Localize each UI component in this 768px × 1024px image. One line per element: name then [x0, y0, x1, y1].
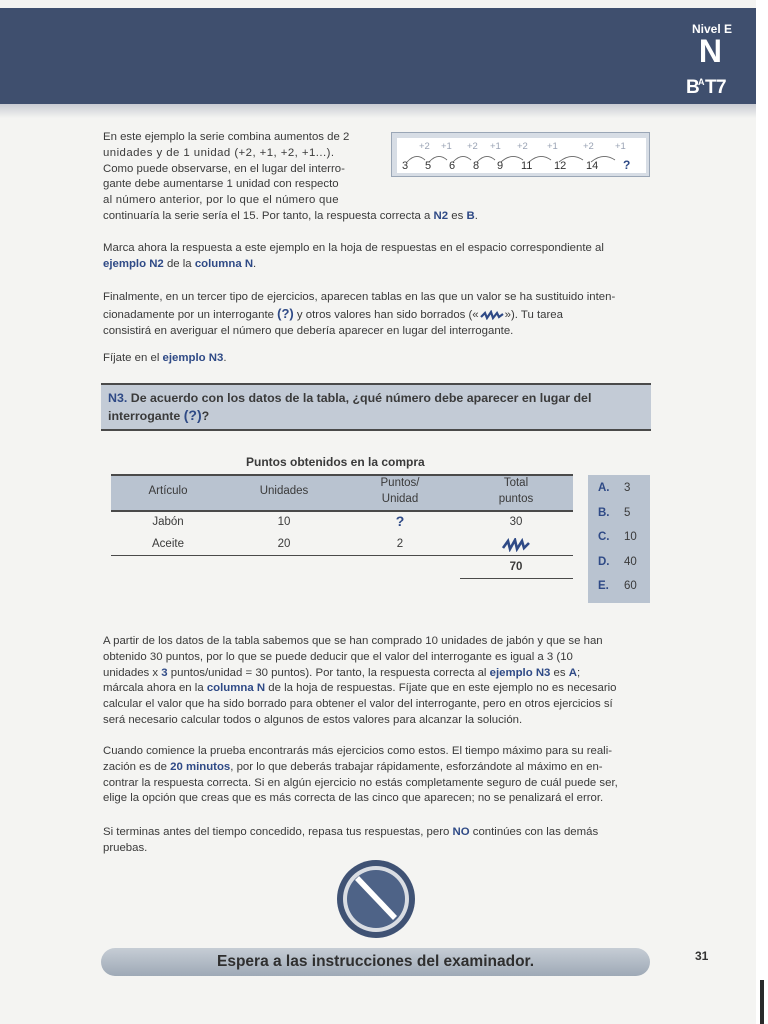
mark-instruction: Marca ahora la respuesta a este ejemplo en la hoja de respuestas en el espacio correspondiente al ejemplo N2 de la columna N. — [103, 242, 604, 270]
finish-paragraph: Si terminas antes del tiempo concedido, repasa tus respuestas, pero NO continúes con las demás pruebas. — [103, 826, 599, 854]
table-sum-rule — [460, 578, 573, 579]
seq-number: 3 — [402, 160, 409, 172]
table-top-rule — [111, 474, 573, 476]
level-label: Nivel E — [691, 22, 732, 36]
page-edge-mark — [760, 980, 764, 1024]
seq-number: 8 — [473, 160, 480, 172]
row-total: 30 — [509, 516, 523, 528]
page-number: 31 — [695, 949, 709, 963]
seq-increment: +1 — [490, 141, 501, 152]
bat7-logo — [686, 76, 730, 102]
seq-number: 9 — [497, 160, 504, 172]
option-e[interactable]: E. 60 — [598, 580, 637, 592]
scribble-icon — [479, 310, 505, 320]
page-edge — [756, 0, 768, 1024]
row-unidades: 10 — [277, 516, 291, 528]
question-text: N3. De acuerdo con los datos de la tabla, ¿qué número debe aparecer en lugar del interrogante (?)? — [108, 391, 592, 423]
seq-increment: +1 — [615, 141, 626, 152]
sequence-example — [391, 132, 650, 177]
header-fade — [0, 104, 756, 118]
seq-increment: +2 — [583, 141, 594, 152]
option-a[interactable]: A. 3 — [598, 482, 631, 494]
header-unidades: Unidades — [259, 485, 309, 497]
row-unidades: 20 — [277, 538, 291, 550]
table-intro: Finalmente, en un tercer tipo de ejercicios, aparecen tablas en las que un valor se ha sustituido inten- cionadamente por un interrogante (?) y otros valores han sido borrados (« »). Tu tarea consistirá en averiguar el número que debería aparecer en lugar del interrogante. — [103, 291, 616, 337]
header-puntos-2: Unidad — [381, 493, 419, 505]
svg-text:B: B — [686, 77, 699, 96]
row-question-mark: ? — [395, 513, 405, 529]
seq-increment: +1 — [547, 141, 558, 152]
seq-increment: +1 — [441, 141, 452, 152]
option-b[interactable]: B. 5 — [598, 507, 631, 519]
seq-number: 14 — [586, 160, 599, 172]
option-d[interactable]: D. 40 — [598, 556, 637, 568]
seq-number: 12 — [554, 160, 567, 172]
solution-paragraph: A partir de los datos de la tabla sabemos que se han comprado 10 unidades de jabón y que se han obtenido 30 puntos, por lo que se puede deducir que el valor del interrogante es igual a 3 (10 unidades x 3 puntos/unidad = 30 puntos). Por tanto, la respuesta correcta al ejemplo N3 es A; márcala ahora en la columna N de la hoja de respuestas. Fíjate que en este ejemplo no es necesario calcular el valor que ha sido borrado para obtener el valor del interrogante, pero en otros ejercicios sí será necesario calcular todos o algunos de estos valores para alcanzar la solución. — [103, 635, 617, 726]
time-paragraph: Cuando comience la prueba encontrarás más ejercicios como estos. El tiempo máximo para su reali- zación es de 20 minutos, por lo que deberás trabajar rápidamente, esforzándote al máximo en en- contrar la respuesta correcta. Si en algún ejercicio no estás completamente seguro de cuál puede ser, elige la opción que creas que es más correcta de las cinco que aparecen; no se penalizará el error. — [103, 745, 618, 805]
svg-text:T: T — [705, 77, 716, 96]
footer-banner — [101, 948, 650, 976]
seq-question-mark: ? — [623, 158, 631, 172]
row-articulo: Aceite — [152, 538, 184, 550]
table-header-rule — [111, 510, 573, 512]
seq-increment: +2 — [467, 141, 478, 152]
seq-increment: +2 — [517, 141, 528, 152]
header-total-2: puntos — [498, 493, 534, 505]
look-example: Fíjate en el ejemplo N3. — [103, 352, 227, 364]
sequence-inner — [397, 138, 646, 173]
table-title: Puntos obtenidos en la compra — [246, 455, 425, 469]
header-total-1: Total — [503, 477, 529, 489]
seq-number: 6 — [449, 160, 456, 172]
section-letter: N — [698, 33, 722, 69]
svg-text:A: A — [698, 77, 704, 87]
scribble-icon — [501, 538, 531, 557]
option-c[interactable]: C. 10 — [598, 531, 637, 543]
question-box — [101, 383, 651, 431]
header-articulo: Artículo — [148, 485, 188, 497]
stop-sign-icon — [335, 858, 417, 945]
footer-text: Espera a las instrucciones del examinador. — [216, 953, 535, 970]
intro-paragraph: En este ejemplo la serie combina aumentos de 2 unidades y de 1 unidad (+2, +1, +2, +1...). Como puede observarse, en el lugar del interro- gante debe aumentarse 1 unidad con respecto al número anterior, por lo que el número que — [103, 131, 350, 207]
header-band — [0, 8, 756, 104]
seq-number: 11 — [521, 160, 533, 172]
row-puntos: 2 — [396, 538, 404, 550]
table-sum: 70 — [509, 561, 523, 573]
intro-conclusion: continuaría la serie sería el 15. Por tanto, la respuesta correcta a N2 es B. — [103, 210, 478, 222]
row-articulo: Jabón — [152, 516, 184, 528]
header-puntos-1: Puntos/ — [380, 477, 420, 489]
svg-text:7: 7 — [716, 77, 726, 96]
seq-number: 5 — [425, 160, 432, 172]
seq-increment: +2 — [419, 141, 430, 152]
